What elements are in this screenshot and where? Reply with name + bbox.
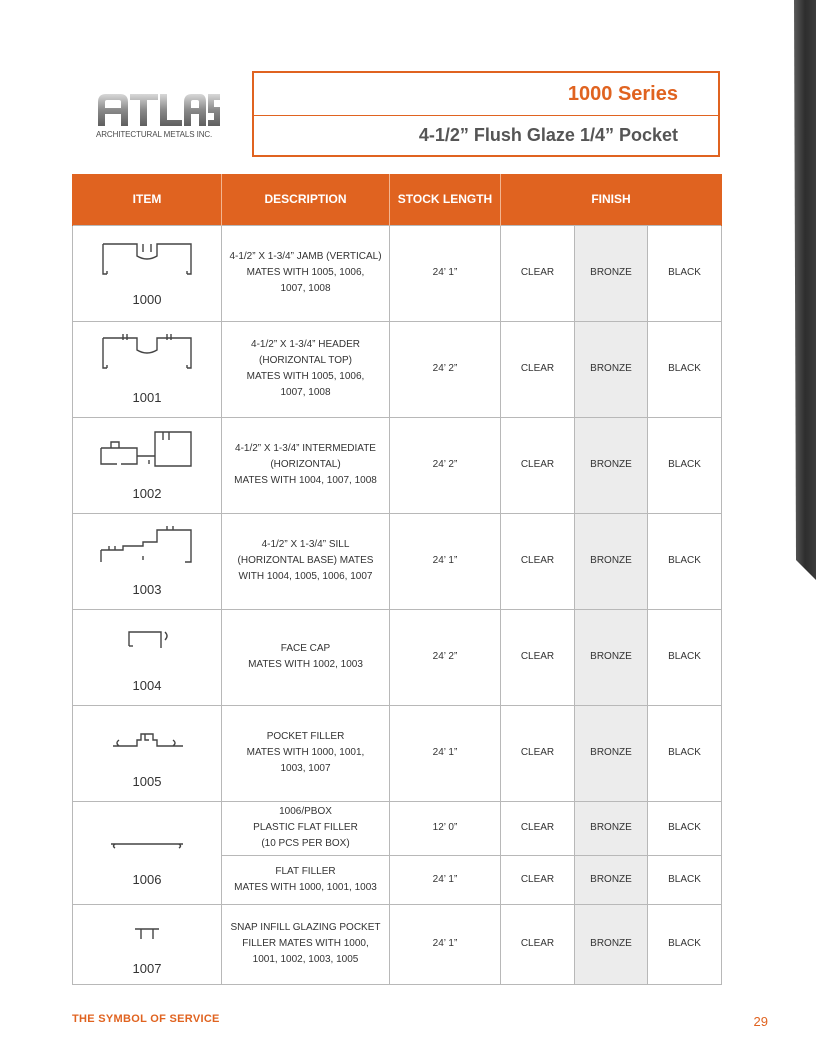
face-cap-profile-icon (93, 620, 201, 670)
table-row (73, 225, 722, 321)
description-cell: 1006/PBOX PLASTIC FLAT FILLER (10 PCS PER BOX) (222, 801, 390, 855)
finish-clear-cell: CLEAR (501, 225, 575, 321)
finish-bronze-cell: BRONZE (575, 513, 648, 609)
description-cell: 4-1/2” X 1-3/4” HEADER (HORIZONTAL TOP) MATES WITH 1005, 1006, 1007, 1008 (222, 321, 390, 417)
stock-length-cell: 12’ 0” (390, 801, 501, 855)
stock-length-cell: 24’ 1” (390, 513, 501, 609)
finish-clear-cell: CLEAR (501, 417, 575, 513)
stock-length-cell: 24’ 1” (390, 225, 501, 321)
stock-length-cell: 24’ 1” (390, 705, 501, 801)
item-number: 1001 (132, 389, 162, 405)
finish-bronze-cell: BRONZE (575, 904, 648, 984)
stock-length-cell: 24’ 1” (390, 904, 501, 984)
series-title: 1000 Series (567, 82, 678, 105)
stock-length-cell: 24’ 1” (390, 855, 501, 904)
table-row (73, 609, 722, 705)
description-cell: FLAT FILLER MATES WITH 1000, 1001, 1003 (222, 855, 390, 904)
finish-clear-cell: CLEAR (501, 609, 575, 705)
intermediate-profile-icon (93, 426, 201, 476)
finish-clear-cell: CLEAR (501, 904, 575, 984)
finish-clear-cell: CLEAR (501, 801, 575, 855)
item-number: 1003 (132, 581, 162, 597)
column-header-stock-length: STOCK LENGTH (390, 174, 501, 225)
company-logo (96, 92, 220, 142)
finish-clear-cell: CLEAR (501, 855, 575, 904)
finish-bronze-cell: BRONZE (575, 321, 648, 417)
snap-infill-profile-icon (93, 909, 201, 959)
item-cell (73, 321, 222, 417)
stock-length-cell: 24’ 2” (390, 609, 501, 705)
series-subtitle: 4-1/2” Flush Glaze 1/4” Pocket (418, 125, 678, 145)
column-header-finish: FINISH (501, 174, 722, 225)
sill-profile-icon (93, 522, 201, 572)
item-cell (73, 609, 222, 705)
finish-black-cell: BLACK (648, 513, 722, 609)
finish-black-cell: BLACK (648, 417, 722, 513)
pocket-filler-profile-icon (93, 716, 201, 766)
item-number: 1000 (132, 291, 162, 307)
table-row (73, 705, 722, 801)
logo-wordmark-icon (96, 92, 220, 128)
item-number: 1002 (132, 485, 162, 501)
item-number: 1004 (132, 677, 162, 693)
column-header-description: DESCRIPTION (222, 174, 390, 225)
description-cell: SNAP INFILL GLAZING POCKET FILLER MATES WITH 1000, 1001, 1002, 1003, 1005 (222, 904, 390, 984)
description-cell: 4-1/2” X 1-3/4” INTERMEDIATE (HORIZONTAL) MATES WITH 1004, 1007, 1008 (222, 417, 390, 513)
page-edge-band (790, 0, 816, 580)
item-number: 1006 (132, 871, 162, 887)
finish-black-cell: BLACK (648, 705, 722, 801)
item-number: 1005 (132, 773, 162, 789)
table-row (73, 801, 722, 855)
finish-clear-cell: CLEAR (501, 705, 575, 801)
item-cell (73, 801, 222, 904)
finish-bronze-cell: BRONZE (575, 801, 648, 855)
series-title-box (252, 71, 720, 157)
stock-length-cell: 24’ 2” (390, 417, 501, 513)
table-header-row (73, 174, 722, 225)
item-number: 1007 (132, 960, 162, 976)
finish-bronze-cell: BRONZE (575, 225, 648, 321)
description-cell: FACE CAP MATES WITH 1002, 1003 (222, 609, 390, 705)
description-cell: POCKET FILLER MATES WITH 1000, 1001, 1003, 1007 (222, 705, 390, 801)
finish-clear-cell: CLEAR (501, 513, 575, 609)
item-cell (73, 513, 222, 609)
table-row (73, 417, 722, 513)
finish-clear-cell: CLEAR (501, 321, 575, 417)
header-profile-icon (93, 328, 201, 378)
finish-bronze-cell: BRONZE (575, 609, 648, 705)
item-cell (73, 904, 222, 984)
table-row (73, 904, 722, 984)
table-row (73, 321, 722, 417)
finish-bronze-cell: BRONZE (575, 855, 648, 904)
description-cell: 4-1/2” X 1-3/4” SILL (HORIZONTAL BASE) MATES WITH 1004, 1005, 1006, 1007 (222, 513, 390, 609)
finish-black-cell: BLACK (648, 321, 722, 417)
flat-filler-profile-icon (93, 818, 201, 868)
logo-subtext: ARCHITECTURAL METALS INC. (96, 130, 213, 139)
column-header-item: ITEM (73, 174, 222, 225)
item-cell (73, 417, 222, 513)
stock-length-cell: 24’ 2” (390, 321, 501, 417)
footer-tagline: THE SYMBOL OF SERVICE (72, 1013, 220, 1025)
page-number: 29 (753, 1014, 768, 1029)
finish-bronze-cell: BRONZE (575, 705, 648, 801)
finish-black-cell: BLACK (648, 609, 722, 705)
finish-black-cell: BLACK (648, 904, 722, 984)
finish-black-cell: BLACK (648, 225, 722, 321)
finish-black-cell: BLACK (648, 801, 722, 855)
item-cell (73, 705, 222, 801)
description-cell: 4-1/2” X 1-3/4” JAMB (VERTICAL) MATES WITH 1005, 1006, 1007, 1008 (222, 225, 390, 321)
item-cell (73, 225, 222, 321)
finish-black-cell: BLACK (648, 855, 722, 904)
jamb-profile-icon (93, 234, 201, 284)
finish-bronze-cell: BRONZE (575, 417, 648, 513)
table-row (73, 513, 722, 609)
product-table (72, 174, 722, 985)
